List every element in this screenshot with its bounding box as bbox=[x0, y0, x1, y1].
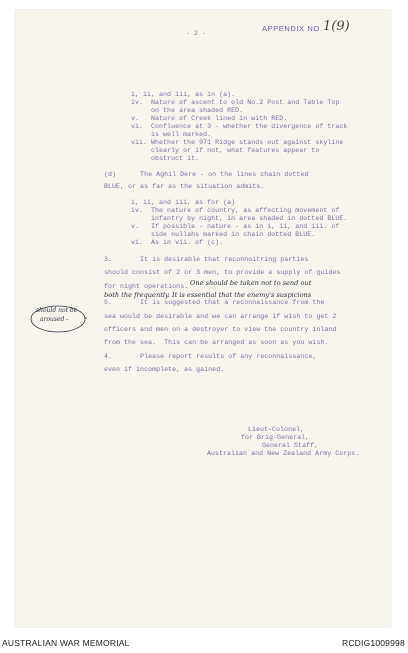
appendix-label: APPENDIX NO. bbox=[262, 24, 323, 33]
text-line: v. Nature of Creek lined in with RED. bbox=[131, 115, 288, 122]
text-line: 4. Please report results of any reconnaissance, bbox=[104, 353, 317, 360]
text-line: BLUE, or as far as the situation admits. bbox=[104, 183, 265, 190]
text-line: i, ii, and iii, as for (a) bbox=[131, 199, 236, 206]
text-line: v. If possible - nature - as in i, ii, and iii. of bbox=[131, 223, 340, 230]
text-line: vi. As in vii. of (c). bbox=[131, 239, 224, 246]
text-line: 3. It is desirable that reconnoitring parties bbox=[104, 256, 309, 263]
handwritten-insert: One should be taken not to send out bbox=[190, 279, 312, 287]
footer-reference: RCDIG1009998 bbox=[342, 638, 405, 648]
page-number: - 2 - bbox=[186, 30, 206, 37]
signature-line: General Staff, bbox=[262, 442, 319, 449]
text-line: even if incomplete, as gained. bbox=[104, 366, 225, 373]
text-line: iv. The nature of country, as affecting movement of bbox=[131, 207, 340, 214]
text-line: obstruct it. bbox=[131, 155, 200, 162]
appendix-number: 1(9) bbox=[323, 19, 350, 34]
text-line: on the area shaded RED. bbox=[131, 107, 244, 114]
text-line: from the sea. This can be arranged as soon as you wish. bbox=[104, 339, 329, 346]
text-line: should consist of 2 or 3 men, to provide a supply of guides bbox=[104, 269, 341, 276]
signature-line: for Brig-General, bbox=[241, 434, 310, 441]
signature-line: Australian and New Zealand Army Corps. bbox=[207, 450, 360, 457]
text-line: iv. Nature of ascent to old No.2 Post and Table Top bbox=[131, 99, 340, 106]
text-line: vii. Whether the 971 Ridge stands out against skyline bbox=[131, 139, 344, 146]
text-line: 5. It is suggested that a reconnaissance from the bbox=[104, 299, 325, 306]
text-line: clearly or if not, what features appear to bbox=[131, 147, 320, 154]
text-line: officers and men on a destroyer to view the country inland bbox=[104, 326, 337, 333]
text-line: (d) The Aghil Dere - on the lines chain dotted bbox=[104, 171, 309, 178]
text-line: is well marked. bbox=[131, 131, 212, 138]
text-line: for night operations. bbox=[104, 283, 189, 290]
margin-note: should not be bbox=[36, 307, 78, 314]
handwritten-insert: both the frequently. It is essential that the enemy's suspicions bbox=[104, 291, 312, 299]
margin-note: aroused - bbox=[40, 316, 69, 323]
text-line: sea would be desirable and we can arrange if wish to get 2 bbox=[104, 313, 337, 320]
signature-line: Lieut-Colonel, bbox=[248, 426, 305, 433]
text-line: i, ii, and iii, as in (a). bbox=[131, 91, 236, 98]
footer-institution: AUSTRALIAN WAR MEMORIAL bbox=[2, 638, 130, 648]
text-line: infantry by night, in area shaded in dotted BLUE. bbox=[131, 215, 348, 222]
text-line: side nullahs marked in chain dotted BLUE. bbox=[131, 231, 316, 238]
text-line: vi. Confluence at 3 - whether the divergence of track bbox=[131, 123, 348, 130]
